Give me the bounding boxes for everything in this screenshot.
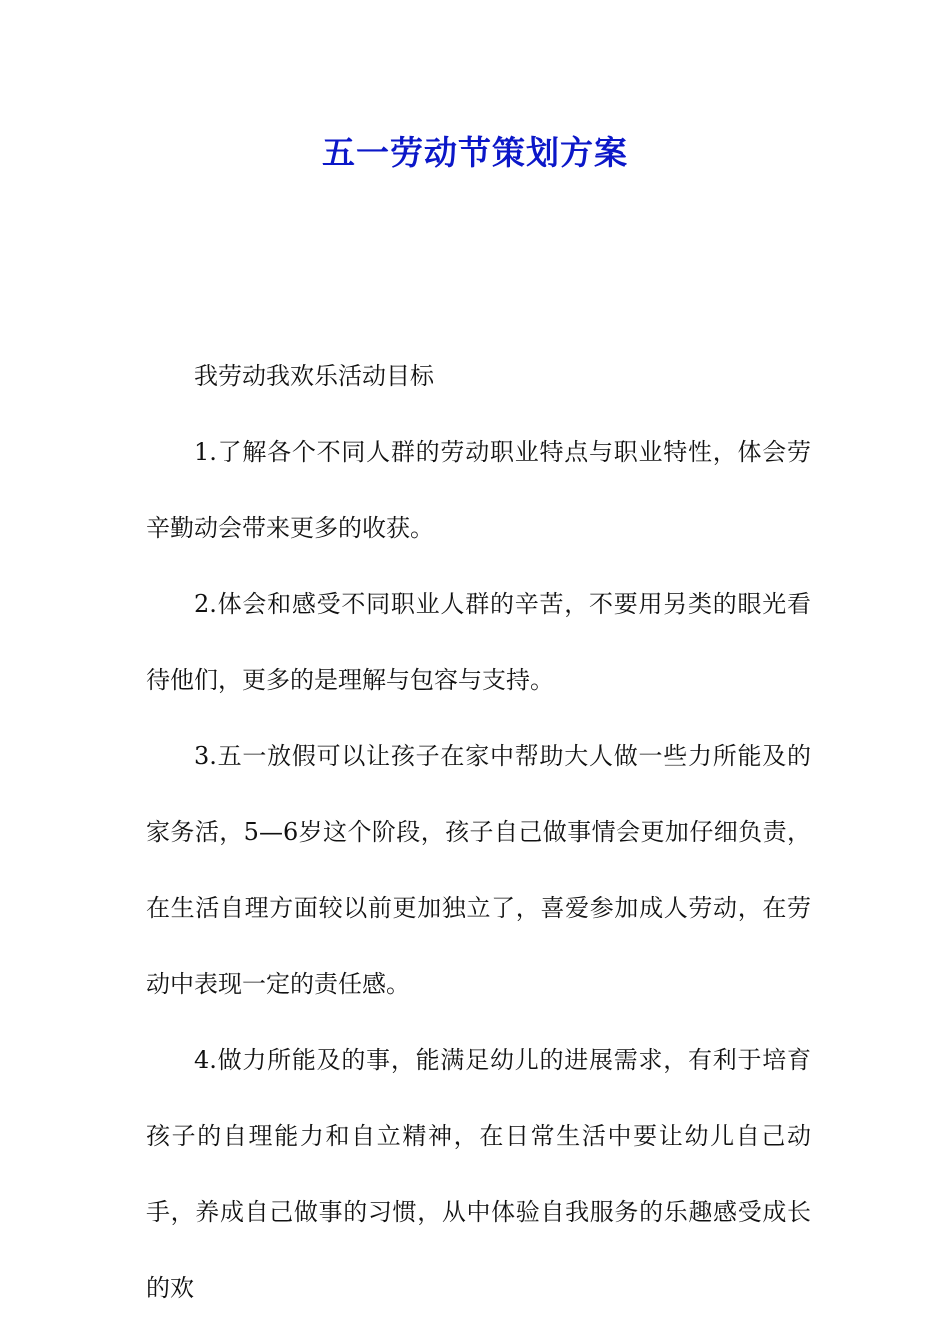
paragraph-goal-4: 4.做力所能及的事，能满足幼儿的进展需求，有利于培育孩子的自理能力和自立精神，在日常生活中要让幼儿自己动手，养成自己做事的习惯，从中体验自我服务的乐趣感受成长的欢 bbox=[146, 1046, 811, 1302]
paragraph-activity-goal: 我劳动我欢乐活动目标 bbox=[194, 362, 434, 390]
document-body bbox=[146, 338, 811, 1326]
paragraph-goal-1: 1.了解各个不同人群的劳动职业特点与职业特性，体会劳辛勤动会带来更多的收获。 bbox=[146, 438, 811, 542]
paragraph-goal-3: 3.五一放假可以让孩子在家中帮助大人做一些力所能及的家务活，5—6岁这个阶段，孩子自己做事情会更加仔细负责，在生活自理方面较以前更加独立了，喜爱参加成人劳动，在劳动中表现一定的责任感。 bbox=[146, 742, 811, 998]
document-title: 五一劳动节策划方案 bbox=[322, 133, 628, 172]
paragraph-goal-2: 2.体会和感受不同职业人群的辛苦，不要用另类的眼光看待他们，更多的是理解与包容与支持。 bbox=[146, 590, 811, 694]
